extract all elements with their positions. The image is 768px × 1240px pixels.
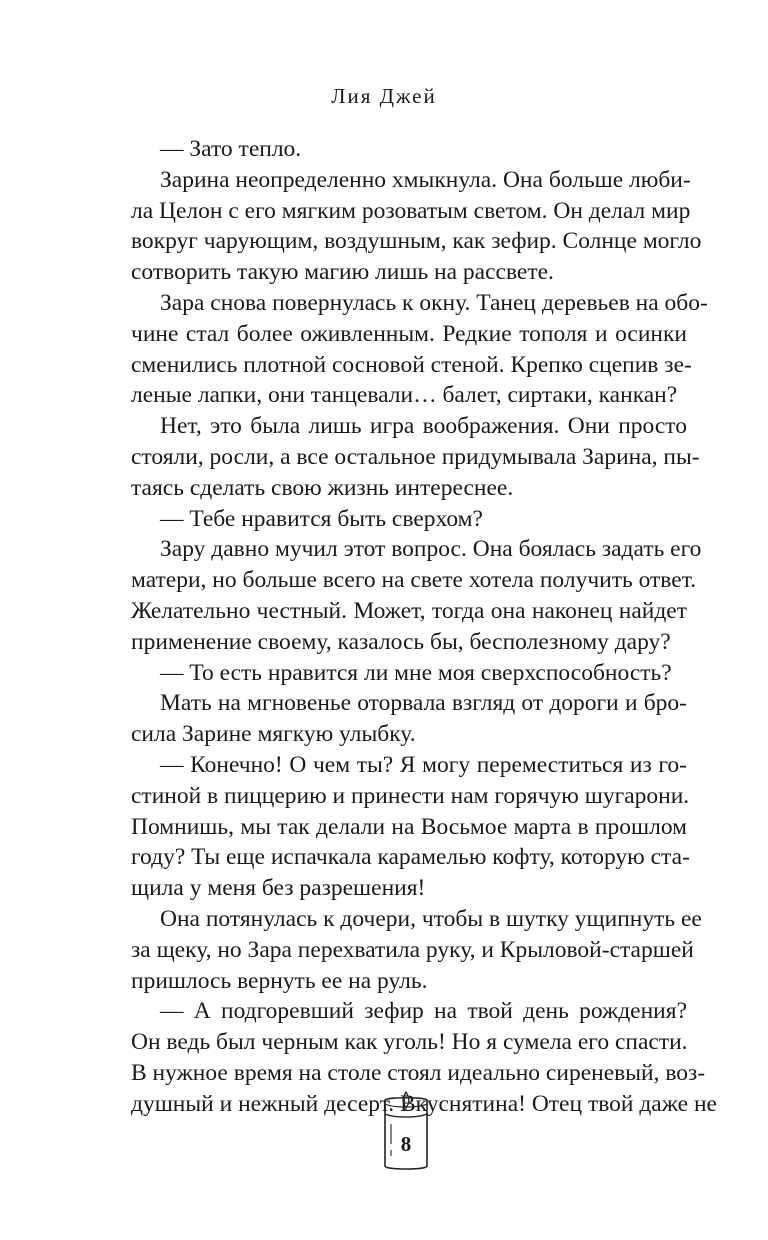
text-line: — Зато тепло. (160, 136, 302, 162)
body-text (131, 134, 717, 1120)
text-line: чине стал более оживленным. Редкие тополя и осинки (131, 320, 687, 347)
text-line: Он ведь был черным как уголь! Но я сумела его спасти. (131, 1029, 688, 1056)
text-line: вокруг чарующим, воздушным, как зефир. Солнце могло (131, 228, 702, 255)
text-line: Помнишь, мы так делали на Восьмое марта в прошлом (131, 813, 687, 840)
folio (378, 1088, 434, 1174)
text-line: — А подгоревший зефир на твой день рождения? (160, 998, 687, 1025)
text-line: ла Целон с его мягким розоватым светом. Он делал мир (131, 197, 691, 224)
running-head: Лия Джей (331, 84, 437, 108)
text-line: Мать на мгновенье оторвала взгляд от дороги и бро- (160, 690, 687, 717)
text-line: Зара снова повернулась к окну. Танец деревьев на обо- (160, 289, 708, 316)
text-line: за щеку, но Зара перехватила руку, и Крыловой-старшей (131, 936, 694, 963)
text-line: применение своему, казалось бы, бесполезному дару? (131, 628, 671, 655)
text-line: сменились плотной сосновой стеной. Крепко сцепив зе- (131, 351, 692, 378)
text-line: году? Ты еще испачкала карамелью кофту, которую ста- (131, 844, 690, 871)
text-line: пришлось вернуть ее на руль. (131, 967, 428, 994)
text-line: Желательно честный. Может, тогда она наконец найдет (131, 597, 687, 624)
text-line: — Конечно! О чем ты? Я могу переместиться из го- (160, 751, 687, 778)
page-number: 8 (400, 1132, 412, 1156)
text-line: щила у меня без разрешения! (131, 875, 426, 902)
text-line: В нужное время на столе стоял идеально сиреневый, воз- (131, 1059, 706, 1086)
text-line: сотворить такую магию лишь на рассвете. (131, 259, 554, 286)
text-line: Нет, это была лишь игра воображения. Они просто (160, 413, 687, 440)
text-line: — Тебе нравится быть сверхом? (160, 505, 483, 532)
text-line: Она потянулась к дочери, чтобы в шутку ущипнуть ее (160, 905, 702, 932)
text-line: Зарина неопределенно хмыкнула. Она больше люби- (160, 166, 691, 193)
text-line: стиной в пиццерию и принести нам горячую шугарони. (131, 782, 690, 809)
text-line: стояли, росли, а все остальное придумывала Зарина, пы- (131, 443, 700, 470)
text-line: — То есть нравится ли мне моя сверхспособность? (160, 659, 672, 686)
text-line: таясь сделать свою жизнь интереснее. (131, 474, 514, 501)
text-line: леные лапки, они танцевали… балет, сиртаки, канкан? (131, 382, 678, 409)
candle-jar-icon (378, 1088, 434, 1174)
text-line: сила Зарине мягкую улыбку. (131, 721, 416, 748)
text-line: Зару давно мучил этот вопрос. Она боялась задать его (160, 536, 702, 563)
text-line: матери, но больше всего на свете хотела получить ответ. (131, 567, 697, 594)
text-line: душный и нежный десерт. Вкуснятина! Отец твой даже не (131, 1090, 717, 1117)
